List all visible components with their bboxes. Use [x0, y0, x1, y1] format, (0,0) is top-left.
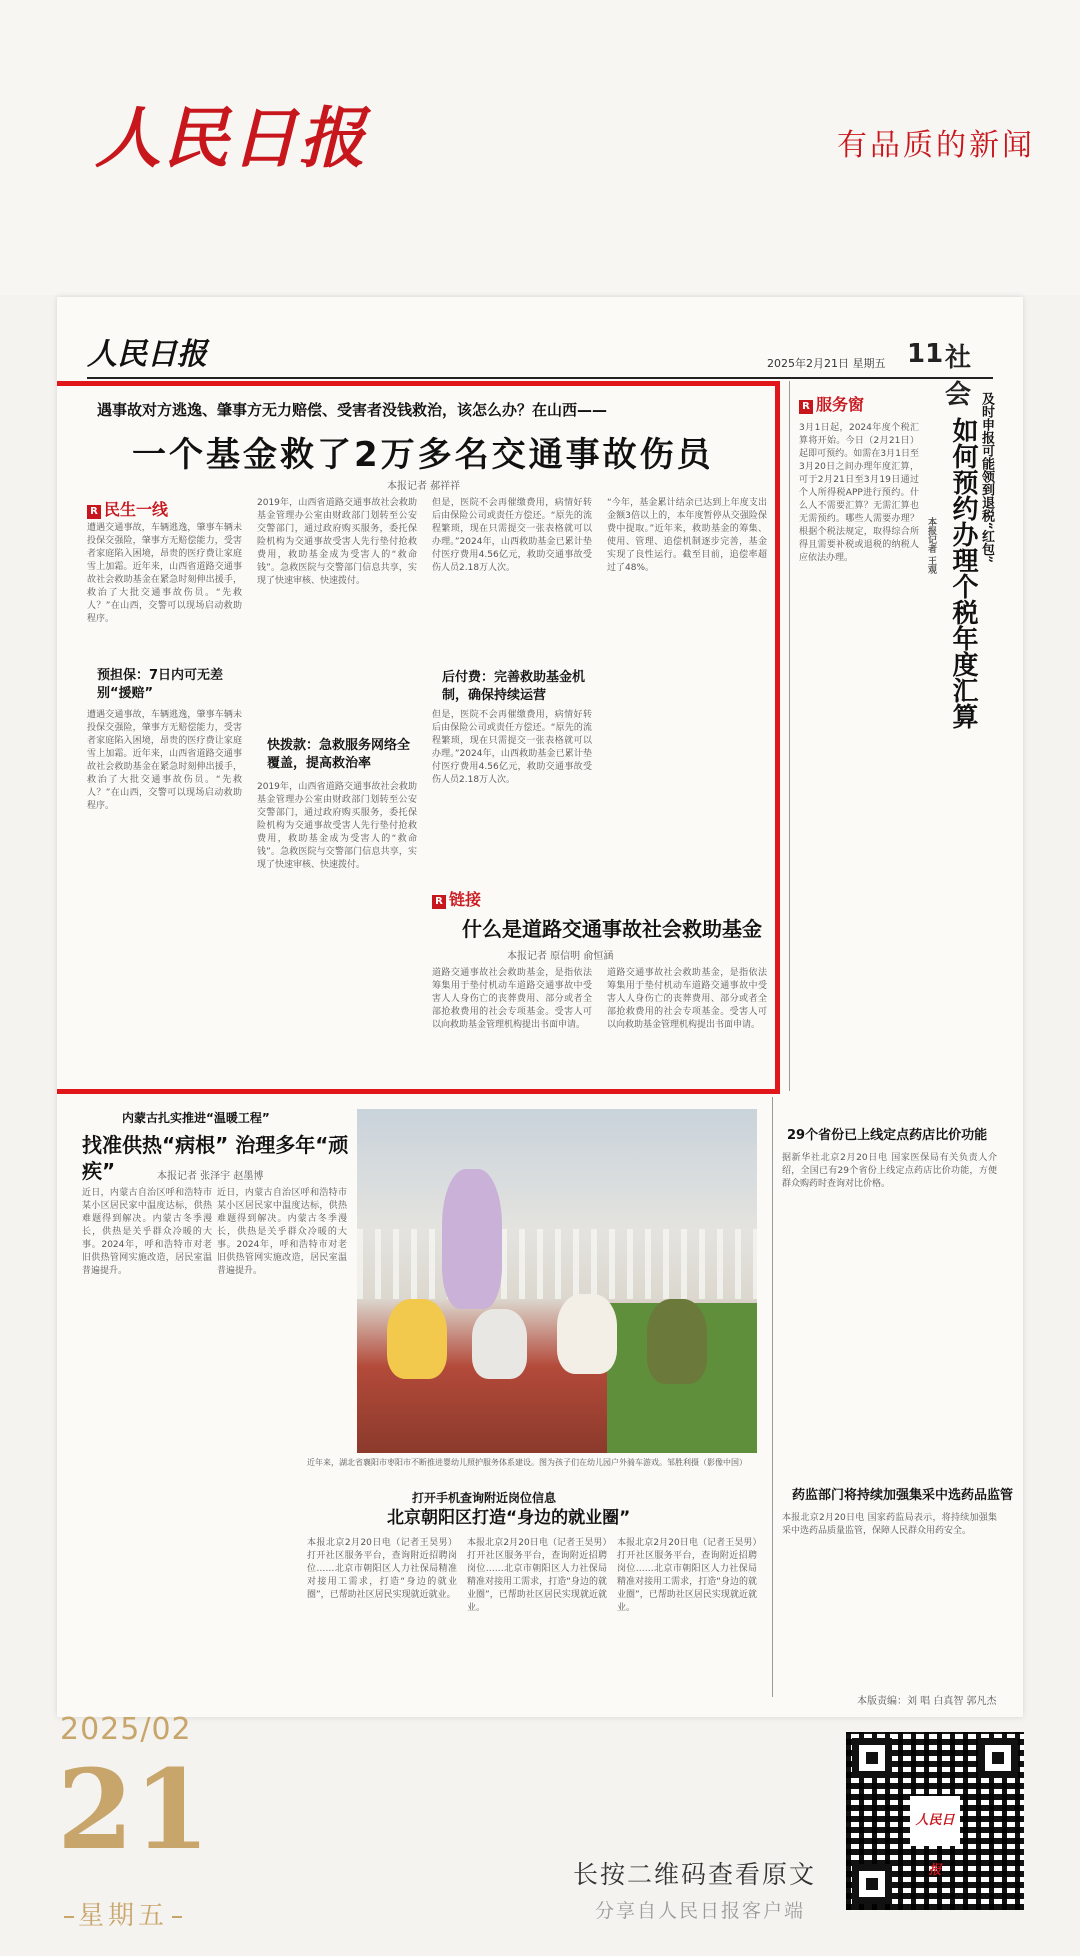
date-year-month: 2025/02 [60, 1712, 192, 1747]
masthead-slogan: 有品质的新闻 [837, 128, 1035, 163]
photo-child [387, 1299, 447, 1379]
photo-fence [357, 1229, 757, 1299]
editor-line: 本版责编：刘 唱 白真智 郭凡杰 [857, 1696, 997, 1707]
bottom-center-headline[interactable]: 北京朝阳区打造“身边的就业圈” [387, 1508, 631, 1528]
right-text-2: 本报北京2月20日电 国家药监局表示，将持续加强集采中选药品质量监管，保障人民群众用药安全。 [782, 1513, 997, 1536]
photo-caption: 近年来，湖北省襄阳市枣阳市不断推进婴幼儿照护服务体系建设。图为孩子们在幼儿园户外骑车游戏。邹胜利摄（影像中国） [307, 1458, 747, 1467]
bottom-left-byline: 本报记者 张泽宇 赵墨博 [157, 1171, 264, 1182]
sidebar-title[interactable]: 如何预约办理个税年度汇算 [948, 417, 978, 729]
main-headline[interactable]: 一个基金救了2万多名交通事故伤员 [132, 435, 714, 475]
link-headline[interactable]: 什么是道路交通事故社会救助基金 [462, 917, 762, 941]
section-tag-minsheng: R 民生一线 [87, 497, 168, 520]
page-date: 2025年2月21日 星期五 [767, 357, 886, 370]
newspaper-page [57, 297, 1023, 1717]
sidebar-text: 3月1日起，2024年度个税汇算将开始。今日（2月21日）起即可预约。如需在3月1日至3月20日之间办理年度汇算，可于2月21日至3月19日通过个人所得税APP进行预约。什么人不需要汇算？无需汇算也无需预约。哪些人需要办理？根据个税法规定，取得综合所得且需要补税或退税的纳税人应依法办理。 [799, 423, 919, 563]
photo-teacher [442, 1169, 502, 1309]
bottom-center-kicker: 打开手机查询附近岗位信息 [412, 1491, 557, 1505]
masthead-logo: 人民日报 [95, 99, 367, 177]
bottom-center-col-3: 本报北京2月20日电（记者王昊男）打开社区服务平台，查询附近招聘岗位……北京市朝阳区人力社保局精准对接用工需求，打造“身边的就业圈”，已帮助社区居民实现就近就业。 [617, 1538, 757, 1613]
main-subhead-3: 后付费：完善救助基金机制，确保持续运营 [442, 670, 586, 703]
bottom-left-kicker: 内蒙古扎实推进“温暖工程” [122, 1111, 270, 1125]
main-subhead-2: 快拨款：急救服务网络全覆盖，提高救治率 [267, 738, 411, 771]
right-divider [772, 1097, 773, 1697]
sidebar-divider [789, 381, 790, 1091]
main-col-1b: 遭遇交通事故，车辆逃逸，肇事车辆未投保交强险，肇事方无赔偿能力，受害者家庭陷入困境，昂贵的医疗费让家庭雪上加霜。近年来，山西省道路交通事故社会救助基金在紧急时刻伸出援手，救治了大批交通事故伤员。“先救人？”在山西，交警可以现场启动救助程序。 [87, 710, 242, 811]
bottom-left-headline[interactable]: 找准供热“病根” 治理多年“顽疾” [82, 1133, 349, 1183]
main-col-3b: 但是，医院不会再催缴费用，病情好转后由保险公司或责任方偿还。“原先的流程繁琐，现在只需提交一张表格就可以办理。”2024年，山西救助基金已累计垫付医疗费用4.56亿元，救助交通事故受伤人员2.18万人次。 [432, 710, 592, 785]
main-kicker: 遇事故对方逃逸、肇事方无力赔偿、受害者没钱救治，该怎么办？在山西—— [97, 401, 608, 419]
qr-code[interactable] [846, 1732, 1024, 1910]
main-col-2b: 2019年，山西省道路交通事故社会救助基金管理办公室由财政部门划转至公安交警部门，通过政府购买服务，委托保险机构为交通事故受害人先行垫付抢救费用，救助基金成为受害人的“救命钱”。急救医院与交警部门信息共享，实现了快速审核、快速拨付。 [257, 782, 417, 870]
section-tag-fuwu: R 服务窗 [799, 392, 864, 415]
qr-logo: 人民日报 [910, 1796, 960, 1846]
bottom-center-col-1: 本报北京2月20日电（记者王昊男）打开社区服务平台，查询附近招聘岗位……北京市朝阳区人力社保局精准对接用工需求，打造“身边的就业圈”，已帮助社区居民实现就近就业。 [307, 1538, 457, 1600]
main-col-2: 2019年，山西省道路交通事故社会救助基金管理办公室由财政部门划转至公安交警部门，通过政府购买服务，委托保险机构为交通事故受害人先行垫付抢救费用，救助基金成为受害人的“救命钱”。急救医院与交警部门信息共享，实现了快速审核、快速拨付。 [257, 498, 417, 586]
date-weekday: 星期五 [60, 1895, 186, 1932]
bottom-center-col-2: 本报北京2月20日电（记者王昊男）打开社区服务平台，查询附近招聘岗位……北京市朝阳区人力社保局精准对接用工需求，打造“身边的就业圈”，已帮助社区居民实现就近就业。 [467, 1538, 607, 1613]
right-headline-1[interactable]: 29个省份已上线定点药店比价功能 [787, 1128, 988, 1143]
sidebar-subtitle: 及时申报可能领到退税“红包” [979, 392, 994, 563]
main-col-4: “今年，基金累计结余已达到上年度支出金额3倍以上的，本年度暂停从交强险保费中提取。”近年来，救助基金的筹集、使用、管理、追偿机制逐步完善，基金实现了良性运行。截至目前，追偿率超过了48%。 [607, 498, 767, 573]
qr-finder [978, 1738, 1018, 1778]
bottom-left-col-2: 近日，内蒙古自治区呼和浩特市某小区居民家中温度达标，供热难题得到解决。内蒙古冬季漫长，供热是关乎群众冷暖的大事。2024年，呼和浩特市对老旧供热管网实施改造，居民室温普遍提升。 [217, 1188, 347, 1276]
right-text-1: 据新华社北京2月20日电 国家医保局有关负责人介绍，全国已有29个省份上线定点药店比价功能，方便群众购药时查询对比价格。 [782, 1153, 997, 1189]
main-col-1: 遭遇交通事故，车辆逃逸，肇事车辆未投保交强险，肇事方无赔偿能力，受害者家庭陷入困境，昂贵的医疗费让家庭雪上加霜。近年来，山西省道路交通事故社会救助基金在紧急时刻伸出援手，救治了大批交通事故伤员。“先救人？”在山西，交警可以现场启动救助程序。 [87, 523, 242, 624]
page-section: 社会 [945, 343, 972, 410]
main-byline: 本报记者 郝祥祥 [387, 481, 461, 492]
date-day: 21 [57, 1745, 211, 1874]
link-tag-label: 链接 [449, 890, 482, 909]
right-headline-2[interactable]: 药监部门将持续加强集采中选药品监管 [792, 1488, 1014, 1503]
qr-finder [852, 1864, 892, 1904]
sidebar-byline: 本报记者 王观 [926, 517, 936, 575]
news-photo[interactable] [357, 1109, 757, 1453]
qr-hint: 长按二维码查看原文 [573, 1860, 817, 1889]
main-subhead-1: 预担保：7日内可无差别“援赔” [97, 668, 224, 701]
share-hint: 分享自人民日报客户端 [595, 1900, 806, 1922]
section-tag-label: 民生一线 [104, 500, 169, 519]
photo-child [647, 1299, 707, 1384]
main-col-3: 但是，医院不会再催缴费用，病情好转后由保险公司或责任方偿还。“原先的流程繁琐，现在只需提交一张表格就可以办理。”2024年，山西救助基金已累计垫付医疗费用4.56亿元，救助交通事故受伤人员2.18万人次。 [432, 498, 592, 573]
page-number: 11 [907, 339, 944, 369]
link-col-1: 道路交通事故社会救助基金，是指依法筹集用于垫付机动车道路交通事故中受害人人身伤亡的丧葬费用、部分或者全部抢救费用的社会专项基金。受害人可以向救助基金管理机构提出书面申请。 [432, 968, 592, 1030]
link-col-2: 道路交通事故社会救助基金，是指依法筹集用于垫付机动车道路交通事故中受害人人身伤亡的丧葬费用、部分或者全部抢救费用的社会专项基金。受害人可以向救助基金管理机构提出书面申请。 [607, 968, 767, 1030]
photo-child [472, 1309, 527, 1379]
link-byline: 本报记者 原信明 俞恒涵 [507, 951, 614, 962]
photo-child [557, 1294, 617, 1374]
bottom-left-col-1: 近日，内蒙古自治区呼和浩特市某小区居民家中温度达标，供热难题得到解决。内蒙古冬季漫长，供热是关乎群众冷暖的大事。2024年，呼和浩特市对老旧供热管网实施改造，居民室温普遍提升。 [82, 1188, 212, 1276]
qr-finder [852, 1738, 892, 1778]
page-header-logo: 人民日报 [87, 337, 207, 372]
top-banner [0, 0, 1080, 295]
fuwu-tag-label: 服务窗 [816, 395, 865, 414]
section-tag-link: R 链接 [432, 887, 481, 910]
